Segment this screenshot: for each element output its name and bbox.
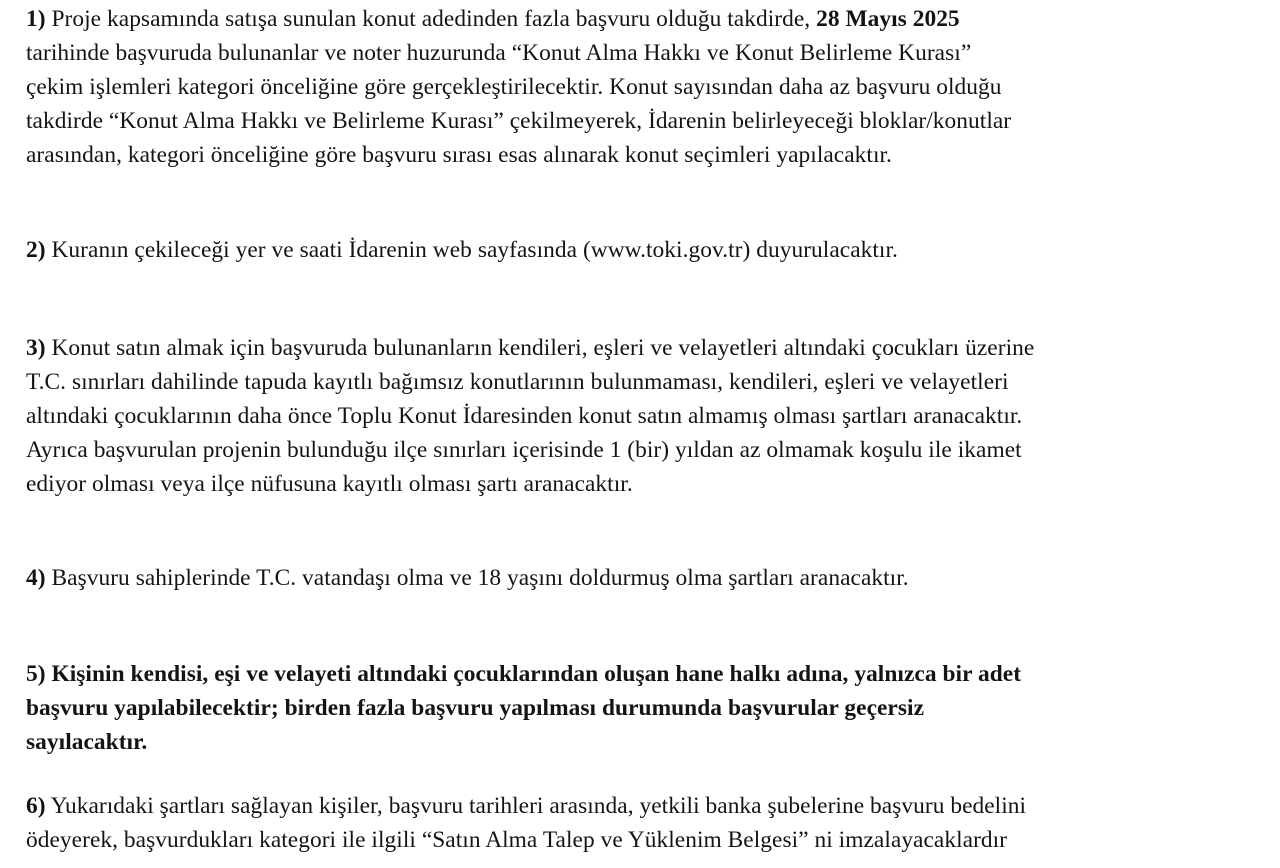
clause-2-line-1 — [26, 233, 1271, 267]
clause-3-line-2: T.C. sınırları dahilinde tapuda kayıtlı bağımsız konutlarının bulunmaması, kendileri, eşleri ve velayetleri — [26, 369, 1009, 395]
clause-5-line-1-text: Kişinin kendisi, eşi ve velayeti altındaki çocuklarından oluşan hane halkı adına, yalnızca bir adet — [45, 661, 1022, 687]
clause-3-number: 3) — [26, 335, 46, 361]
clause-6 — [26, 789, 1271, 857]
clause-4-number: 4) — [26, 565, 46, 591]
clause-6-line-1 — [26, 789, 1271, 823]
clause-2 — [26, 233, 1271, 267]
clause-3-line-1 — [26, 331, 1271, 365]
clause-3-line-5: ediyor olması veya ilçe nüfusuna kayıtlı olması şartı aranacaktır. — [26, 471, 633, 497]
clause-6-number: 6) — [26, 793, 46, 819]
clause-4 — [26, 561, 1271, 595]
clause-5 — [26, 657, 1271, 759]
clause-5-line-2: başvuru yapılabilecektir; birden fazla başvuru yapılması durumunda başvurular geçersiz — [26, 695, 924, 721]
clause-1-line-5: arasından, kategori önceliğine göre başvuru sırası esas alınarak konut seçimleri yapılacaktır. — [26, 142, 892, 168]
clause-4-line-1-text: Başvuru sahiplerinde T.C. vatandaşı olma ve 18 yaşını doldurmuş olma şartları aranacaktır. — [45, 565, 909, 591]
clause-6-line-1-text: Yukarıdaki şartları sağlayan kişiler, başvuru tarihleri arasında, yetkili banka şubelerine başvuru bedelini — [45, 793, 1027, 819]
clause-5-line-3: sayılacaktır. — [26, 729, 148, 755]
clause-1-line-2: tarihinde başvuruda bulunanlar ve noter huzurunda “Konut Alma Hakkı ve Konut Belirleme Kurası” — [26, 40, 972, 66]
clause-5-line-1 — [26, 657, 1271, 691]
clause-1-line-1-text: Proje kapsamında satışa sunulan konut adedinden fazla başvuru olduğu takdirde, — [45, 6, 817, 32]
clause-3-line-1-text: Konut satın almak için başvuruda bulunanların kendileri, eşleri ve velayetleri altındaki çocukları üzerine — [45, 335, 1035, 361]
clause-2-number: 2) — [26, 237, 46, 263]
clause-1-date: 28 Mayıs 2025 — [816, 6, 960, 32]
clause-1 — [26, 2, 1271, 172]
clause-1-number: 1) — [26, 6, 46, 32]
clause-4-line-1 — [26, 561, 1271, 595]
clause-1-line-4: takdirde “Konut Alma Hakkı ve Belirleme Kurası” çekilmeyerek, İdarenin belirleyeceği bloklar/konutlar — [26, 108, 1012, 134]
clause-2-line-1-text: Kuranın çekileceği yer ve saati İdarenin web sayfasında (www.toki.gov.tr) duyurulacaktır. — [45, 237, 898, 263]
clause-3-line-4: Ayrıca başvurulan projenin bulunduğu ilçe sınırları içerisinde 1 (bir) yıldan az olmamak koşulu ile ikamet — [26, 437, 1022, 463]
clause-6-line-2: ödeyerek, başvurdukları kategori ile ilgili “Satın Alma Talep ve Yüklenim Belgesi” ni imzalayacaklardır — [26, 827, 1008, 853]
clause-3-line-3: altındaki çocuklarının daha önce Toplu Konut İdaresinden konut satın almamış olması şartları aranacaktır. — [26, 403, 1023, 429]
clause-5-number: 5) — [26, 661, 46, 687]
clause-1-line-3: çekim işlemleri kategori önceliğine göre gerçekleştirilecektir. Konut sayısından daha az başvuru olduğu — [26, 74, 1002, 100]
clause-3 — [26, 331, 1271, 501]
clause-1-line-1 — [26, 2, 1271, 36]
